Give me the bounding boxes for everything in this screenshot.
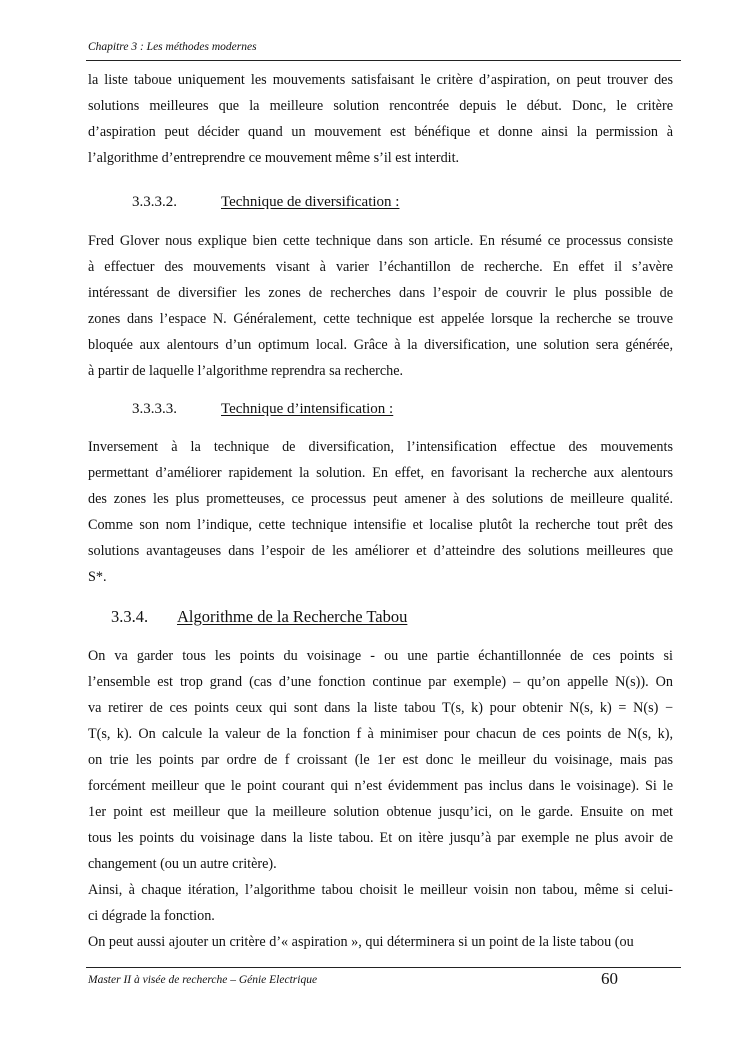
text-line: changement (ou un autre critère). (88, 856, 277, 872)
paragraph-aspiration-criterion (88, 929, 673, 955)
text-line: d’aspiration peut décider quand un mouvement est bénéfique et donne ainsi la permission à (88, 124, 673, 140)
text-line: zones dans l’espace N. Généralement, cette technique est appelée lorsque la recherche se trouve (88, 311, 673, 327)
paragraph-intensification (88, 434, 673, 590)
heading-title: Technique d’intensification : (221, 401, 394, 417)
paragraph-iteration (88, 877, 673, 929)
text-line: permettant d’améliorer rapidement la solution. En effet, en favorisant la recherche aux alentours (88, 465, 673, 481)
footer-rule (86, 967, 681, 968)
heading-number: 3.3.3.2. (132, 194, 177, 210)
text-line: tous les points du voisinage dans la liste tabou. Et on itère jusqu’à par exemple ne plus avoir de (88, 830, 673, 846)
heading-title: Technique de diversification : (221, 194, 400, 210)
text-line: on trie les points par ordre de f croissant (le 1er est donc le meilleur du voisinage, mais pas (88, 752, 673, 768)
text-line: 1er point est meilleur que la meilleure solution obtenue jusqu’ici, on le garde. Ensuite on met (88, 804, 673, 820)
text-line: forcément meilleur que le point courant qui n’est évidemment pas inclus dans le voisinage). Si le (88, 778, 673, 794)
text-line: On va garder tous les points du voisinage - ou une partie échantillonnée de ces points si (88, 648, 673, 664)
heading-title: Algorithme de la Recherche Tabou (177, 607, 408, 626)
text-line: ci dégrade la fonction. (88, 908, 215, 924)
text-line: à partir de laquelle l’algorithme reprendra sa recherche. (88, 363, 404, 379)
text-line: à effectuer des mouvements visant à varier l’échantillon de recherche. En effet il s’avère (88, 259, 673, 275)
text-line: solutions avantageuses dans l’espoir de les améliorer et d’atteindre des solutions meilleures que (88, 543, 673, 559)
text-line: l’algorithme d’entreprendre ce mouvement même s’il est interdit. (88, 150, 460, 166)
text-line: Comme son nom l’indique, cette technique intensifie et localise plutôt la recherche tout prêt des (88, 517, 673, 533)
text-line: Ainsi, à chaque itération, l’algorithme tabou choisit le meilleur voisin non tabou, même si celui- (88, 882, 673, 898)
running-header: Chapitre 3 : Les méthodes modernes (88, 41, 257, 53)
paragraph-aspiration (88, 67, 673, 171)
header-rule (86, 60, 681, 61)
paragraph-diversification (88, 228, 673, 384)
text-line: des zones les plus prometteuses, ce processus peut amener à des solutions de meilleure qualité. (88, 491, 673, 507)
text-line: Fred Glover nous explique bien cette technique dans son article. En résumé ce processus consiste (88, 233, 673, 249)
text-line: la liste taboue uniquement les mouvements satisfaisant le critère d’aspiration, on peut trouver des (88, 72, 673, 88)
text-line: intéressant de diversifier les zones de recherches dans l’espoir de couvrir le plus possible de (88, 285, 673, 301)
text-line: S*. (88, 569, 107, 585)
text-line: T(s, k). On calcule la valeur de la fonction f à minimiser pour chacun de ces points de N(s, k), (88, 726, 673, 742)
paragraph-algorithm (88, 643, 673, 877)
text-line: va retirer de ces points ceux qui sont dans la liste tabou T(s, k) pour obtenir N(s, k) = N(s) − (88, 700, 673, 716)
text-line: On peut aussi ajouter un critère d’« aspiration », qui déterminera si un point de la liste tabou (ou (88, 934, 634, 950)
footer-text: Master II à visée de recherche – Génie Electrique (88, 974, 318, 986)
text-line: solutions meilleures que la meilleure solution rencontrée depuis le début. Donc, le critère (88, 98, 673, 114)
text-line: bloquée aux alentours d’un optimum local. Grâce à la diversification, une solution sera générée, (88, 337, 673, 353)
heading-number: 3.3.3.3. (132, 401, 177, 417)
heading-number: 3.3.4. (111, 607, 149, 626)
page-number: 60 (601, 969, 618, 988)
text-line: Inversement à la technique de diversification, l’intensification effectue des mouvements (88, 439, 673, 455)
text-line: l’ensemble est trop grand (cas d’une fonction continue par exemple) – qu’on appelle N(s)). On (88, 674, 673, 690)
